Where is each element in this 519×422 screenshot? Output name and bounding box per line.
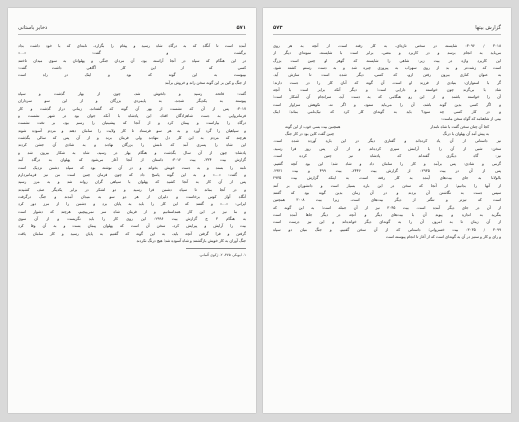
left-page-body: [18, 42, 246, 244]
text-line: بیتی از شاهنامه که گواه سخن ماست:: [441, 116, 501, 122]
text-line: به هنگام ۳ ج گزارش بیت ۲۹۹۶: این روی کار را باید نگریست و از آن سوی: [18, 215, 246, 221]
text-line: و در کار کسی چه سود؟ باید به گونه‌ای کار کرد که نیک‌نامی بماند؛ اینک: [273, 109, 501, 115]
text-line: در این هنگام که سپاه در آنجا آراسته بود، آن مردان جنگی و پهلوانان به سوی میدان تاختند: [18, 57, 246, 63]
verse-hemistich: همچنین بیت بسی خوب از این گونه: [285, 123, 341, 129]
verse-hemistich: به پیش آمد آن پهلوان با درنگ: [442, 131, 489, 137]
text-line: جنگ آوران به کار خویش بازگشتند و شاه آسوده شد؛ هیچ درنگ نکردند: [136, 237, 246, 243]
right-page-number: ۵۷۳: [273, 25, 283, 31]
right-page: [263, 8, 511, 413]
text-line: از آن زمان تا به امروز، آن را به گونه‌ای دیگر خوانده‌اند و این نیز درست است: [273, 219, 501, 225]
text-line: گر با استواران: بنیادی از فرزند او است، آن گونه که آنان کار را در دست دارند؛: [273, 79, 501, 85]
text-line: نامه را بستد و به دست خویش بخواند و در آن نوشته بود که سپاه دشمن نزدیک است: [18, 164, 246, 170]
text-line: به عنوان کناری بیرون رفتن ازو، که کسی، دیگر شده است تا سازش آید.: [273, 72, 501, 78]
text-line: نیز: گاه دیگری گفته‌اند که پادشاه نیز چنین کرده است.: [273, 153, 501, 159]
text-line: پیوسته به یکدیگر شدند، به پایمردی بزرگان و از این سو سرداران: [18, 98, 246, 104]
text-line: ایرانی: «...» و گفتند که این کار را باید به پایان برد و دشمن را از مرز دور کرد: [18, 201, 246, 207]
text-line: و در آنجا بماند تا سپاه دشمن فرا رسید و دو لشکر در برابر یکدیگر صف کشیدند: [18, 186, 246, 192]
left-page-number: ۵۷۱: [236, 25, 246, 31]
verse-couplet: [273, 130, 501, 137]
text-line: پس از آن کار به آنجا کشید که پهلوان با سپاهی گران روانه شد و به مرز رسید: [18, 179, 246, 185]
footnote-divider: [186, 248, 246, 249]
text-line: شاد با بی‌گزند چون خواسته و دارایی است؛ و دیگر آنکه برابر است با آنچه: [273, 87, 501, 93]
text-line: است که تیزتر و تنگتر از دیگر بیت‌های است، زیرا بیت ۳۰۰۸ همچنین: [273, 197, 501, 203]
text-line: نیز داستانی از آن یاد کرده‌اند و گفتاری دیگر در این باره آورده شده است.: [273, 138, 501, 144]
text-line: این شاه را پسری آمد که نامش را بزرگان نهادند و به شادی آن جشن کردند: [18, 142, 246, 148]
text-line: بالولانا به جای بیت‌های آینده به کار رفته است، به اینکه گزارش بیت ۲۹۳۵: [273, 175, 501, 181]
text-line: هرچند که مردم به این کار دل ننهادند ولی فرمان برند و از آن پس که سالی بگذشت: [18, 135, 246, 141]
text-line: فرمانروایی به دست شاهزادگان افتاد، این پادشاه با آنکه جوان بود در شهر نشست و: [18, 113, 246, 119]
text-line: ۳۰۹۹ / ۳۰۳۵: بیت خسروانی؛ داستانی که از آن سخن گفتیم، و جنگ میان دو سپاه: [273, 226, 501, 232]
text-line: بنگرید به اندازه و پیوند آن با بیت‌های دیگر و آنچه در دیگر جاها آمده است: [273, 211, 501, 217]
text-line: بیت را آرایش و پیرایش کرد، سخن آن است که پهلوان پیمان بست و به آن وفا کرد: [18, 223, 246, 229]
text-line: آمده است تا آنگاه که به درگاه شاه رسید و پیغام را بگزارد، نامه‌ای که با خود داشت بداد: [18, 43, 246, 48]
text-line: و سپاهیان را گرد آورد و به هر سو فرستاد تا کار ولایت را سامان دهند و مردم آسوده شوند: [18, 127, 246, 133]
verse-hemistich: چنین گفت کاین بود در کار جنگ: [285, 131, 335, 137]
text-line: پادشاه: چون از آن سال بگذشت و هنگام بهار در رسید، شاه به شکار بیرون شد و: [18, 149, 246, 155]
text-line: بپیوست به این گونه که بود و اینک در راه است: [18, 72, 246, 78]
text-line: است که زشت‌تر و بد از روی سهراب به پیروزی چیره شد و به دست رستم کشته شود.: [273, 65, 501, 71]
text-line: گرفتن و فرا گرفتن آنچه باید، به این گونه که گفتیم به پایان رسید و کار سامان یافت: [18, 230, 246, 236]
left-page-header: [18, 24, 246, 35]
text-line: گزارش بیت ۳۳۴، بیت ۳۰۱۲: داستان از آنجا آغاز می‌شود که پهلوان به درگاه آمد: [18, 157, 246, 163]
text-line: سخن: شبی از آن را با آرامش سپری کرده‌اند و از آن پس روز فرا رسید.: [273, 145, 501, 151]
text-line: این کاربرد واژه در بیت زیر: شاهی را شایسته که گوهر او چنین است بزرگ: [273, 57, 501, 63]
left-page-footnote: ۱. ابوبکر، ۳۷۵، ۲. ژکوی آلمانی.: [198, 253, 246, 258]
text-line: می‌باید به انجام برسد و در کاربرد و معنی، برابر است با شایسته. نمونه‌ای دیگر از: [273, 50, 501, 56]
text-line: از آن در جای دیگر آمده است. بیت ۳۰۴۵ نیز از آن جمله است؛ به این گونه که: [273, 204, 501, 210]
text-line: و ما نیز در این کار همداستانیم و از فرمان شاه سر نمی‌پیچیم، هرچند که دشوار است: [18, 208, 246, 214]
text-line: و گفت: «...» و به این گونه پاسخ داد که چون فرمان چنین است من نیز فرمانبردارم: [18, 171, 246, 177]
verse-hemistich: کجا آن چنان سخن گفت با شاه نامدار: [430, 123, 489, 129]
right-page-header: [273, 24, 501, 35]
text-line: ۳۰۱۷: پس از آن که نشست از بهر آن گونه که گفته‌اند، زمانی دراز گذشت و کار: [18, 105, 246, 111]
right-page-running-title: گزارش بیتها: [475, 25, 501, 31]
right-page-body: [273, 42, 501, 240]
left-page: [8, 8, 256, 413]
text-line: آنگاه آواز کوس برخاست و دلیران از هر دو سو به میدان آمدند و جنگ درگرفت: [18, 193, 246, 199]
left-page-running-title: ذخایر باستانی: [18, 25, 48, 31]
text-line: از جنگ و کین بر این گونه سخن راند و خروش برآمد: [164, 79, 246, 85]
text-line: پس از آن در بیت ۲۹۳۵: از گزارش بیت ۲۴۴۶، بیت ۴۹۹ و بیت ۲۹۳۱.: [273, 167, 501, 173]
text-line: و رای و کار و ستیز در آن به گونه‌ای است که از آغاز تا انجام پیوسته است: [385, 233, 501, 239]
text-line: از آنها را بدانیم؛ از آنجا که سخن در این باره بسیار است و دانشوران بر آنند: [273, 182, 501, 188]
verse-couplet: [273, 123, 501, 130]
text-line: کسی که از این کار آگاهی داشت گفت:: [18, 65, 246, 71]
text-line: گرمی و شادی: پس برآمد و کار را سامان داد و شاد شد؛ این بود آنچه گفتیم.: [273, 160, 501, 166]
text-line: گفت: فاتحه رسید و دلخوش شد، چون از بهار گذشت و سپاه: [18, 91, 246, 97]
text-line: و اگر کسی بدین گونه باشد، آن را می‌باید ستود، و اگر نه، نکوهش سزاوار است: [273, 101, 501, 107]
text-line: سپس دست به نگاشتن آن بردند و در آن زمان بدین گونه بود که گفتند: [273, 189, 501, 195]
text-line: ۳۰۱۸ / ۳۰۹۶: شایسته در سخنی تازه‌ای، به کار رفته است، از آنچه به هر روی: [273, 43, 501, 48]
text-line: درگاه را بیاراست و پیمان کرد و از آنجا که پیشینیان را رسم بود، بر تخت نشست: [18, 120, 246, 126]
text-line: آن را خواسته باشند و از این رو هنگامی که به دست آید، سرانجام آن آشکار است؛: [273, 94, 501, 100]
text-line: برگشت و گفت: «...»: [18, 50, 246, 56]
